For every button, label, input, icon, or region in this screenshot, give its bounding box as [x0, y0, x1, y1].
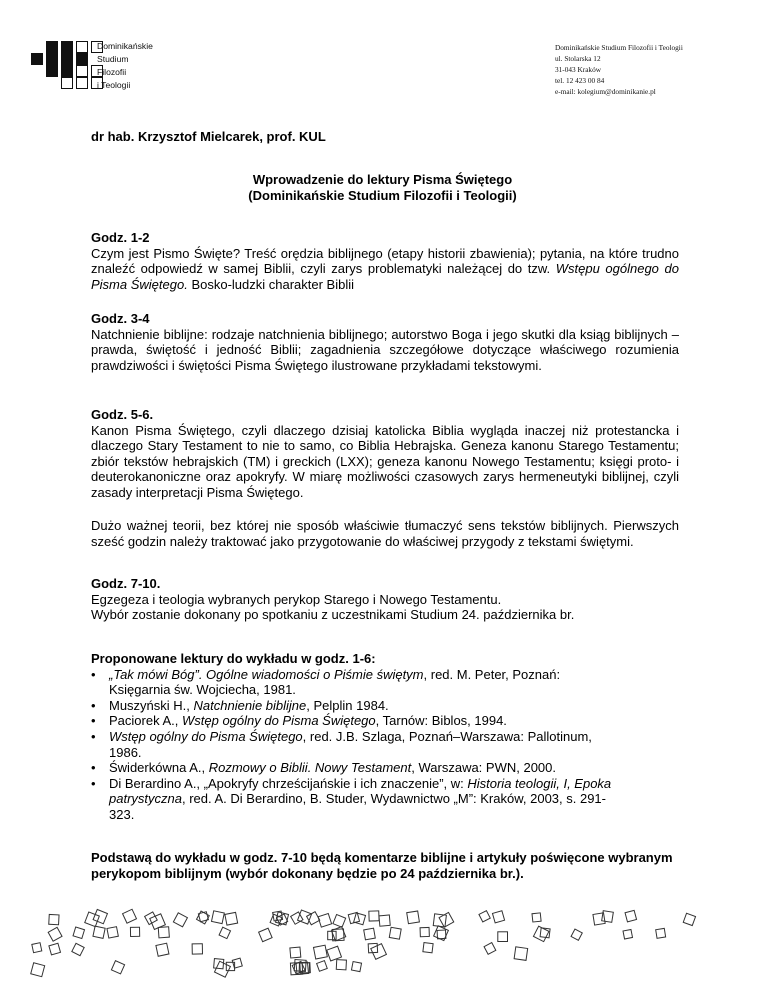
section-heading: Godz. 7-10. — [91, 576, 161, 591]
decorative-square — [623, 929, 632, 938]
logo-line: Studium — [97, 54, 129, 64]
decorative-square — [327, 946, 342, 961]
decorative-square — [192, 944, 202, 954]
decorative-square — [498, 932, 508, 942]
section-text: Czym jest Pismo Święte? Treść orędzia biblijnego (etapy historii zbawienia); pytania, na które trudno znaleźć odpowiedź w samej Biblii, czyli zarys problematyki należącej do tzw. Wstępu ogólnego do Pisma Świętego. Bosko-ludzki charakter Biblii — [91, 245, 679, 292]
literature-list — [91, 667, 679, 823]
decorative-square — [219, 927, 230, 938]
decorative-squares-pattern — [30, 905, 730, 985]
decorative-square — [379, 915, 390, 926]
literature-section — [91, 651, 679, 823]
decorative-square — [423, 943, 433, 953]
section-godz-5-6 — [91, 407, 679, 501]
list-item: • Muszyński H., Natchnienie biblijne, Pelplin 1984. — [91, 698, 679, 714]
decorative-square — [364, 928, 376, 940]
decorative-square — [31, 963, 45, 977]
decorative-square — [571, 929, 582, 940]
address-block — [555, 42, 683, 97]
list-item: • Świderkówna A., Rozmowy o Biblii. Nowy Testament, Warszawa: PWN, 2000. — [91, 760, 679, 776]
decorative-square — [123, 909, 137, 923]
logo-line: Filozofii — [97, 67, 127, 77]
decorative-square — [107, 927, 118, 938]
decorative-square — [290, 947, 301, 958]
decorative-square — [479, 911, 490, 922]
decorative-square — [73, 927, 84, 938]
address-line: 31-043 Kraków — [555, 65, 602, 74]
address-email[interactable]: e-mail: kolegium@dominikanie.pl — [555, 87, 656, 96]
section-text-line: Wybór zostanie dokonany po spotkaniu z uczestnikami Studium 24. października br. — [91, 607, 575, 623]
decorative-square — [85, 912, 100, 927]
decorative-square — [332, 929, 344, 941]
decorative-square — [437, 930, 446, 939]
author: dr hab. Krzysztof Mielcarek, prof. KUL — [91, 129, 326, 144]
section-godz-3-4 — [91, 311, 679, 373]
section-heading: Godz. 3-4 — [91, 311, 150, 326]
decorative-square — [158, 927, 169, 938]
logo-text — [97, 40, 153, 92]
decorative-square — [130, 927, 139, 936]
decorative-square — [420, 927, 429, 936]
address-line: ul. Stolarska 12 — [555, 54, 601, 63]
decorative-square — [492, 911, 504, 923]
decorative-square — [48, 927, 62, 941]
decorative-square — [514, 947, 528, 961]
decorative-square — [211, 911, 224, 924]
title-line-1: Wprowadzenie do lektury Pisma Świętego — [252, 172, 513, 187]
section-text: Natchnienie biblijne: rodzaje natchnienia biblijnego; autorstwo Boga i jego skutki dla ksiąg biblijnych – prawda, świętość i jedność Biblii; zagadnienia szczegółowe dotyczące właściwego rozumienia prawdziwości i świętości Pisma Świętego ilustrowane przykładami tekstowymi. — [91, 326, 679, 373]
decorative-square — [371, 944, 387, 960]
section-heading: Godz. 5-6. — [91, 407, 154, 422]
decorative-square — [313, 945, 327, 959]
literature-heading: Proponowane lektury do wykładu w godz. 1-6: — [91, 651, 376, 666]
decorative-square — [317, 961, 328, 972]
decorative-square — [93, 909, 107, 923]
address-line: Dominikańskie Studium Filozofii i Teologii — [555, 43, 683, 52]
decorative-square — [407, 911, 420, 924]
section-heading: Godz. 1-2 — [91, 230, 150, 245]
decorative-square — [72, 943, 84, 955]
decorative-square — [111, 961, 124, 974]
decorative-square — [156, 943, 169, 956]
decorative-square — [225, 912, 238, 925]
decorative-square — [433, 914, 446, 927]
decorative-square — [625, 910, 637, 922]
list-item: • Di Berardino A., „Apokryfy chrześcijańskie i ich znaczenie”, w: Historia teologii, I, Epoka patrystyczna, red. A. Di Berardino, B. Studer, Wydawnictwo „M”: Kraków, 2003, s. 291-323. — [91, 776, 679, 823]
decorative-square — [656, 928, 666, 938]
decorative-square — [389, 927, 401, 939]
decorative-square — [532, 913, 541, 922]
closing-paragraph: Podstawą do wykładu w godz. 7-10 będą komentarze biblijne i artykuły poświęcone wybranym perykopom biblijnym (wybór dokonany będzie po 24 października br.). — [91, 850, 673, 881]
section-text-line: Egzegeza i teologia wybranych perykop Starego i Nowego Testamentu. — [91, 591, 502, 607]
decorative-square — [198, 912, 208, 922]
decorative-square — [232, 958, 242, 968]
address-line: tel. 12 423 00 84 — [555, 76, 605, 85]
list-item: • Paciorek A., Wstęp ogólny do Pisma Świętego, Tarnów: Biblos, 1994. — [91, 713, 679, 729]
decorative-square — [49, 914, 59, 924]
decorative-square — [593, 913, 605, 925]
title-line-2: (Dominikańskie Studium Filozofii i Teologii) — [248, 188, 517, 203]
section-godz-1-2 — [91, 230, 679, 292]
logo-line: Dominikańskie — [97, 41, 153, 51]
decorative-square — [369, 911, 379, 921]
decorative-square — [351, 962, 361, 972]
logo-line: i Teologii — [97, 80, 131, 90]
list-item: • Wstęp ogólny do Pisma Świętego, red. J.B. Szlaga, Poznań–Warszawa: Pallotinum, 1986. — [91, 729, 679, 760]
decorative-square — [93, 926, 105, 938]
decorative-square — [291, 912, 303, 924]
list-item: • „Tak mówi Bóg”. Ogólne wiadomości o Piśmie świętym, red. M. Peter, Poznań: Księgarnia św. Wojciecha, 1981. — [91, 667, 679, 698]
section-godz-7-10 — [91, 576, 679, 623]
decorative-square — [173, 913, 187, 927]
decorative-square — [32, 943, 42, 953]
decorative-square — [259, 928, 273, 942]
decorative-square — [49, 943, 61, 955]
section-text: Kanon Pisma Świętego, czyli dlaczego dzisiaj katolicka Biblia wygląda inaczej niż protestancka i dlaczego Stary Testament to nie to samo, co Biblia Hebrajska. Geneza kanonu Starego Testamentu; zbiór tekstów hebrajskich (TM) i greckich (LXX); geneza kanonu Nowego Testamentu; księgi proto- i deuterokanoniczne oraz apokryfy. W miarę możliwości czasowych zarys hermeneutyki biblijnej, czyli zasady interpretacji Pisma Świętego. — [91, 422, 679, 500]
decorative-square — [683, 913, 695, 925]
decorative-square — [333, 915, 346, 928]
decorative-square — [354, 913, 366, 925]
decorative-square — [336, 960, 346, 970]
decorative-square — [484, 943, 496, 955]
note-paragraph: Dużo ważnej teorii, bez której nie sposób właściwie tłumaczyć sens tekstów biblijnych. Pierwszych sześć godzin należy traktować jako przygotowanie do właściwej przygody z tekstami świętymi. — [91, 518, 679, 549]
